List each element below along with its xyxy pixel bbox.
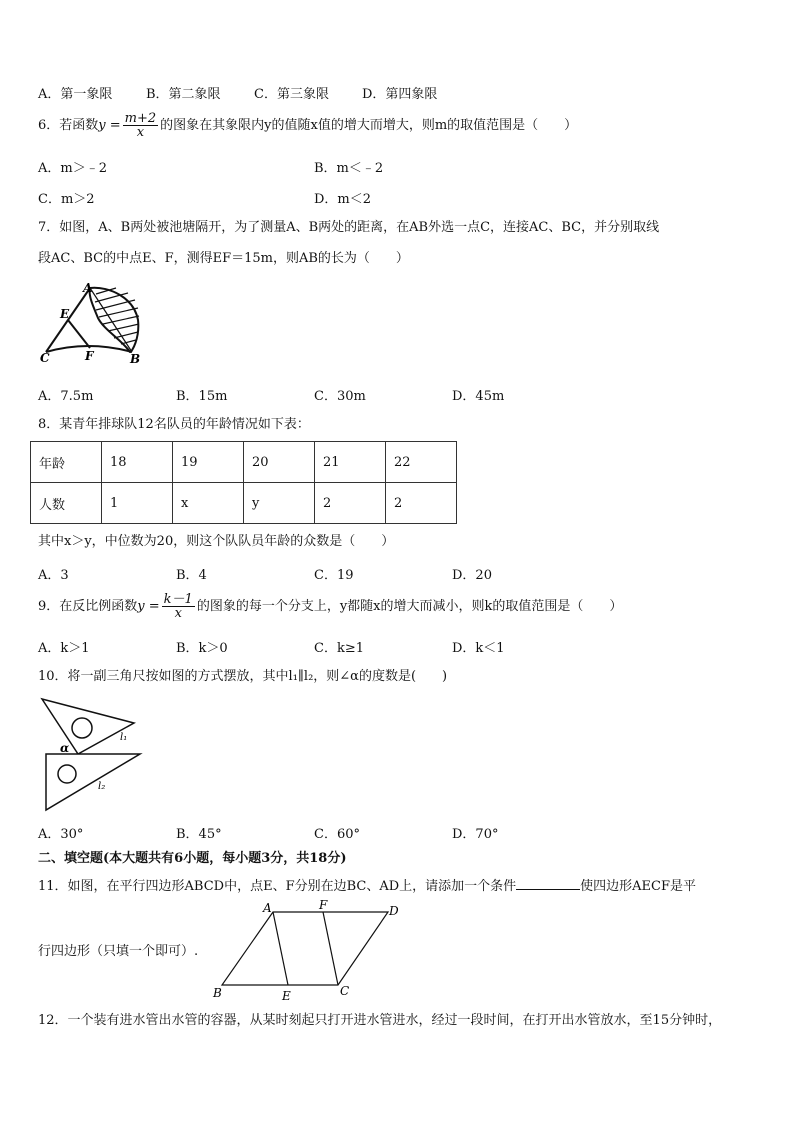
triangle-rulers-figure — [36, 696, 146, 814]
table-cell: 人数 — [31, 483, 102, 524]
label-a: A — [83, 282, 93, 295]
pond-figure — [38, 282, 148, 364]
question-10-line1: 10．将一副三角尺按如图的方式摆放，其中l₁∥l₂，则∠α的度数是( ) — [38, 669, 448, 684]
q9-fraction — [162, 593, 195, 620]
q6-fraction-denominator: x — [136, 125, 145, 140]
table-cell: 2 — [315, 483, 386, 524]
q6-option-d: D．m＜2 — [314, 192, 372, 207]
question-11-line2: 行四边形（只填一个即可）. — [38, 944, 199, 959]
q9-suffix: 的图象的每一个分支上，y都随x的增大而减小，则k的取值范围是（ ） — [196, 599, 623, 614]
q9-option-a: A．k＞1 — [38, 641, 90, 656]
q9-option-c: C．k≥1 — [314, 641, 364, 656]
table-cell: 22 — [386, 442, 457, 483]
q5-option-c: C．第三象限 — [254, 87, 329, 102]
q6-suffix: 的图象在其象限内y的值随x值的增大而增大，则m的取值范围是（ ） — [160, 118, 578, 133]
q9-fraction-denominator: x — [174, 606, 182, 621]
label-c: C — [340, 984, 350, 998]
lower-triangle — [46, 754, 140, 810]
segment-fc — [323, 912, 338, 985]
section-2-heading: 二、填空题(本大题共有6小题，每小题3分，共18分) — [38, 851, 347, 866]
q6-fraction — [123, 112, 159, 139]
question-7-line2: 段AC、BC的中点E、F，测得EF＝15m，则AB的长为（ ） — [38, 251, 409, 266]
age-table — [30, 441, 457, 524]
label-l2: l₂ — [98, 781, 106, 792]
answer-blank[interactable] — [516, 877, 580, 890]
label-f: F — [319, 898, 328, 912]
question-6-stem — [38, 112, 577, 139]
parallelogram-figure — [208, 898, 408, 1004]
label-b: B — [213, 986, 222, 1000]
q7-option-d: D．45m — [452, 389, 505, 404]
parallelogram-abcd — [222, 912, 388, 985]
table-row — [31, 483, 457, 524]
question-9-stem — [38, 593, 622, 620]
q6-prefix: 6．若函数 — [38, 118, 99, 133]
lower-triangle-hole — [58, 765, 76, 783]
q9-option-d: D．k＜1 — [452, 641, 505, 656]
q9-fraction-numerator: k－1 — [163, 592, 193, 607]
q6-option-c: C．m＞2 — [38, 192, 95, 207]
table-row — [31, 442, 457, 483]
table-cell: 18 — [102, 442, 173, 483]
q9-option-b: B．k＞0 — [176, 641, 228, 656]
q10-option-c: C．60° — [314, 827, 360, 842]
label-b: B — [130, 352, 141, 364]
q8-option-b: B．4 — [176, 568, 207, 583]
q5-option-b: B．第二象限 — [146, 87, 221, 102]
label-c: C — [40, 351, 50, 364]
q5-option-d: D．第四象限 — [362, 87, 438, 102]
q6-option-b: B．m＜﹣2 — [314, 161, 384, 176]
table-cell: 21 — [315, 442, 386, 483]
q6-option-a: A．m＞﹣2 — [38, 161, 107, 176]
question-12-line1: 12．一个装有进水管出水管的容器，从某时刻起只打开进水管进水，经过一段时间，在打开出水管放水，至15分钟时， — [38, 1013, 722, 1028]
q8-option-a: A．3 — [38, 568, 69, 583]
segment-ef — [68, 320, 90, 348]
q11-text-b: 使四边形AECF是平 — [580, 879, 697, 894]
label-e: E — [60, 307, 70, 321]
q9-y-eq: y = — [137, 599, 160, 614]
question-8-line2: 其中x＞y，中位数为20，则这个队队员年龄的众数是（ ） — [38, 534, 395, 549]
q7-option-c: C．30m — [314, 389, 366, 404]
q5-option-a: A．第一象限 — [38, 87, 113, 102]
q10-option-b: B．45° — [176, 827, 222, 842]
table-cell: x — [173, 483, 244, 524]
q8-option-c: C．19 — [314, 568, 354, 583]
table-cell: 1 — [102, 483, 173, 524]
q6-fraction-numerator: m+2 — [124, 111, 157, 126]
label-f: F — [85, 349, 94, 363]
q11-text-a: 11．如图，在平行四边形ABCD中，点E、F分别在边BC、AD上，请添加一个条件 — [38, 879, 517, 894]
table-cell: 年龄 — [31, 442, 102, 483]
table-cell: y — [244, 483, 315, 524]
label-d: D — [389, 904, 399, 918]
segment-ae — [273, 912, 288, 985]
q10-option-d: D．70° — [452, 827, 499, 842]
label-l1: l₁ — [120, 732, 128, 743]
q6-y-eq: y = — [98, 118, 121, 133]
upper-triangle-hole — [72, 718, 92, 738]
label-alpha: α — [60, 741, 70, 755]
q9-prefix: 9．在反比例函数 — [38, 599, 138, 614]
table-cell: 20 — [244, 442, 315, 483]
label-e: E — [282, 989, 291, 1003]
q7-option-b: B．15m — [176, 389, 228, 404]
q8-option-d: D．20 — [452, 568, 492, 583]
q10-option-a: A．30° — [38, 827, 84, 842]
question-7-line1: 7．如图，A、B两处被池塘隔开，为了测量A、B两处的距离，在AB外选一点C，连接AC、BC，并分别取线 — [38, 220, 660, 235]
question-8-line1: 8．某青年排球队12名队员的年龄情况如下表： — [38, 417, 310, 432]
table-cell: 19 — [173, 442, 244, 483]
question-11-line1 — [38, 877, 696, 896]
q7-option-a: A．7.5m — [38, 389, 94, 404]
table-cell: 2 — [386, 483, 457, 524]
label-a: A — [263, 901, 272, 915]
